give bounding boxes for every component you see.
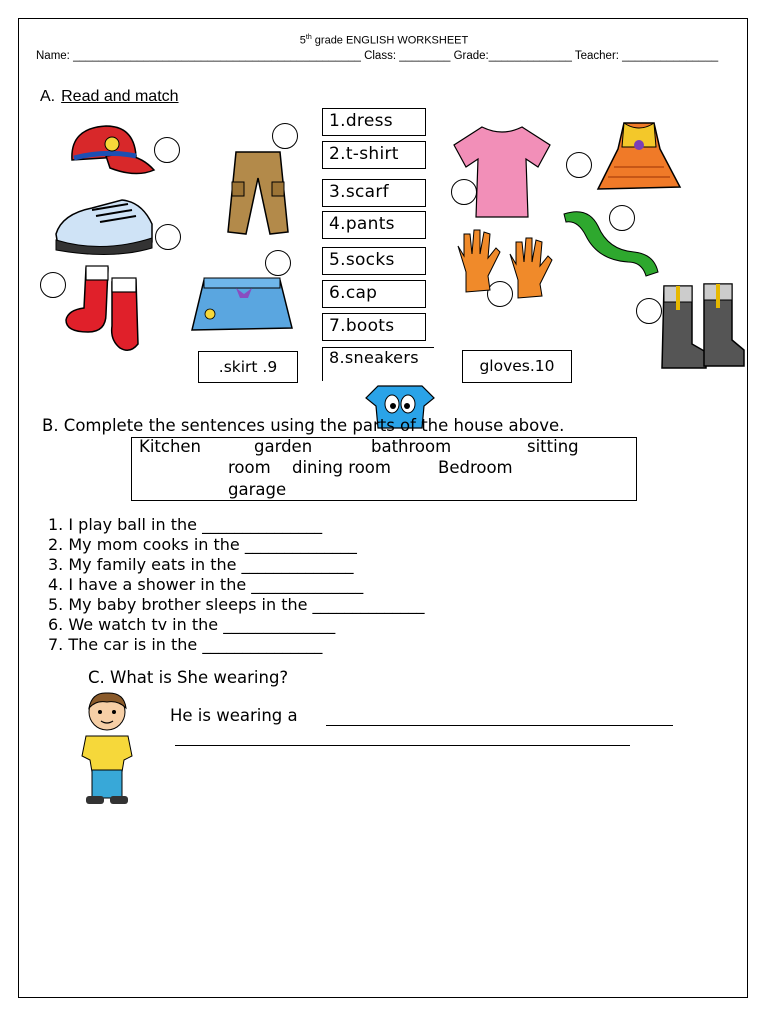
word-box-dress: 1.dress: [322, 108, 426, 136]
answer-circle-pants[interactable]: [272, 123, 298, 149]
dress-icon: [594, 117, 684, 197]
answer-circle-sneakers[interactable]: [155, 224, 181, 250]
house-word-kitchen: Kitchen: [139, 437, 202, 456]
sentence-4[interactable]: 4. I have a shower in the ______________: [48, 575, 364, 594]
house-word-sitting: sitting: [527, 437, 579, 456]
word-box-gloves: gloves.10: [462, 350, 572, 383]
section-c-question: C. What is She wearing?: [88, 668, 289, 687]
house-word-bathroom: bathroom: [371, 437, 452, 456]
sneakers-icon: [52, 194, 157, 260]
word-box-sneakers: 8.sneakers: [322, 347, 434, 381]
section-a-heading: A. Read and match: [40, 88, 179, 105]
answer-circle-dress[interactable]: [566, 152, 592, 178]
sentence-1[interactable]: 1. I play ball in the _______________: [48, 515, 323, 534]
wearing-answer-line-1[interactable]: [326, 725, 673, 726]
boy-icon: [72, 690, 142, 808]
tshirt-icon: [452, 123, 552, 221]
sentence-6[interactable]: 6. We watch tv in the ______________: [48, 615, 336, 634]
sentence-7[interactable]: 7. The car is in the _______________: [48, 635, 323, 654]
section-b-instruction: B. Complete the sentences using the parts of the house above.: [42, 416, 565, 435]
student-info-line[interactable]: Name: _____________________________________________ Class: ________ Grade:_____________ Teacher: _______________: [36, 50, 719, 62]
house-word-bedroom: Bedroom: [438, 458, 513, 477]
answer-circle-skirt[interactable]: [265, 250, 291, 276]
pants-icon: [210, 148, 302, 238]
wearing-answer-line-2[interactable]: [175, 745, 630, 746]
sentence-3[interactable]: 3. My family eats in the ______________: [48, 555, 354, 574]
word-box-cap: 6.cap: [322, 280, 426, 308]
skirt-icon: [188, 274, 296, 336]
word-box-skirt: .skirt .9: [198, 351, 298, 383]
gloves-icon: [450, 226, 562, 300]
worksheet-title: 5th grade ENGLISH WORKSHEET: [299, 34, 469, 47]
sentence-5[interactable]: 5. My baby brother sleeps in the ______________: [48, 595, 425, 614]
house-word-garden: garden: [254, 437, 313, 456]
socks-icon: [60, 262, 146, 356]
word-box-pants: 4.pants: [322, 211, 426, 239]
house-word-room: room: [228, 458, 271, 477]
word-box-boots: 7.boots: [322, 313, 426, 341]
sentence-2[interactable]: 2. My mom cooks in the ______________: [48, 535, 357, 554]
word-box-socks: 5.socks: [322, 247, 426, 275]
boots-icon: [656, 280, 748, 374]
scarf-icon: [558, 206, 664, 280]
wearing-answer-prefix: He is wearing a: [170, 706, 298, 725]
cap-icon: [66, 120, 158, 182]
word-box-tshirt: 2.t-shirt: [322, 141, 426, 169]
house-word-garage: garage: [228, 480, 287, 499]
house-word-dining-room: dining room: [292, 458, 391, 477]
word-box-scarf: 3.scarf: [322, 179, 426, 207]
